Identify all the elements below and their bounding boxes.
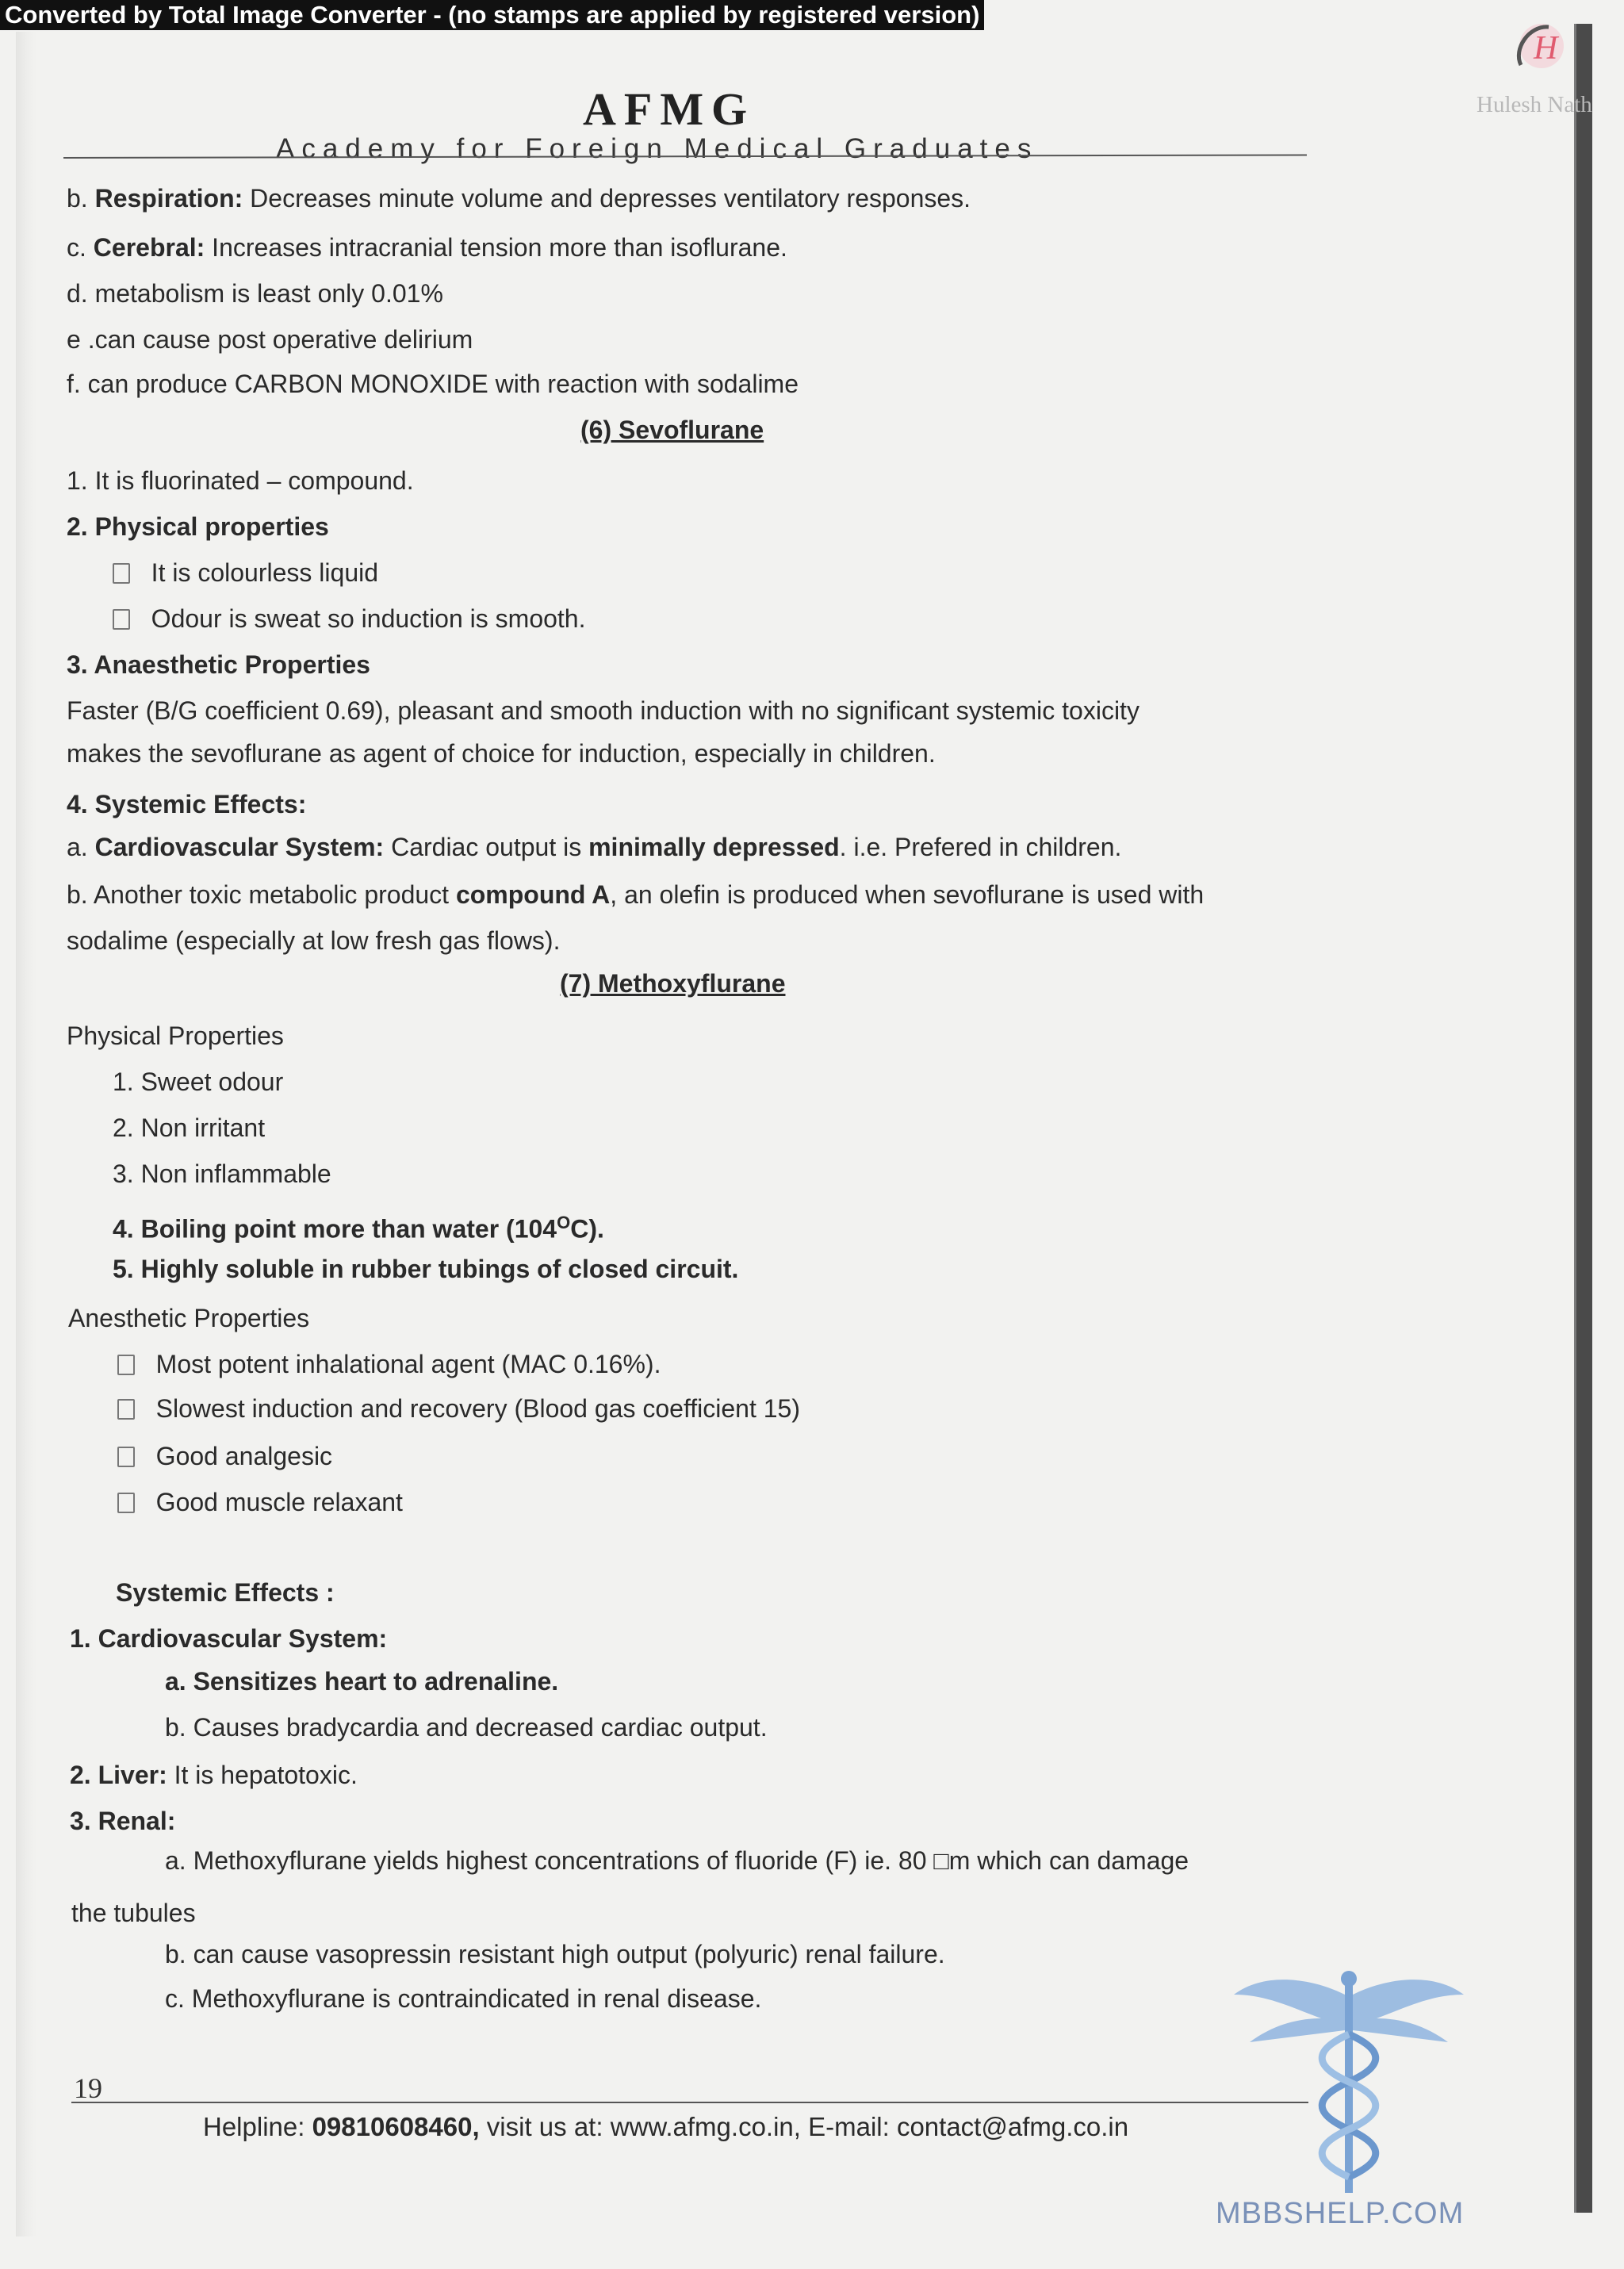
text-line: e .can cause post operative delirium [67,325,473,354]
text-line: d. metabolism is least only 0.01% [67,279,443,308]
text-line: c. Cerebral: Increases intracranial tension more than isoflurane. [67,233,787,262]
text-line: a. Cardiovascular System: Cardiac output is minimally depressed. i.e. Prefered in children. [67,833,1122,861]
bullet-item: Odour is sweat so induction is smooth. [113,603,585,634]
text-line: 3. Anaesthetic Properties [67,650,370,679]
list-item: 1. Sweet odour [113,1067,284,1096]
checkbox-bullet-icon [117,1399,135,1420]
text-line: 1. Cardiovascular System: [70,1624,388,1653]
text-line: Anesthetic Properties [68,1304,310,1332]
page-title: AFMG [583,83,756,135]
text-line: makes the sevoflurane as agent of choice for induction, especially in children. [67,739,936,768]
checkbox-bullet-icon [113,563,130,584]
converter-banner: Converted by Total Image Converter - (no stamps are applied by registered version) [0,0,984,30]
list-item: 5. Highly soluble in rubber tubings of closed circuit. [113,1255,739,1283]
text-line: c. Methoxyflurane is contraindicated in renal disease. [165,1984,762,2013]
checkbox-bullet-icon [117,1447,135,1467]
brand-name: Hulesh Nath [1477,92,1592,117]
scan-shadow-right [1574,24,1592,2213]
section-heading-methoxyflurane: (7) Methoxyflurane [560,969,786,998]
text-line: Faster (B/G coefficient 0.69), pleasant and smooth induction with no significant systemic toxicity [67,696,1139,725]
bullet-item: Slowest induction and recovery (Blood gas coefficient 15) [117,1393,800,1424]
text-line: Systemic Effects : [116,1578,335,1607]
text-line: 3. Renal: [70,1807,176,1835]
section-heading-sevoflurane: (6) Sevoflurane [580,416,764,444]
text-line: a. Methoxyflurane yields highest concentrations of fluoride (F) ie. 80 □m which can damage [165,1846,1189,1875]
bullet-item: Good muscle relaxant [117,1486,403,1518]
text-line: the tubules [71,1899,196,1927]
footer-contact: Helpline: 09810608460, visit us at: www.afmg.co.in, E-mail: contact@afmg.co.in [203,2112,1129,2141]
text-line: b. Respiration: Decreases minute volume and depresses ventilatory responses. [67,184,971,213]
checkbox-bullet-icon [117,1493,135,1513]
text-line: b. Causes bradycardia and decreased cardiac output. [165,1713,768,1742]
bullet-item: Most potent inhalational agent (MAC 0.16%). [117,1348,661,1380]
list-item: 4. Boiling point more than water $(104^OC)$. [113,1213,604,1244]
text-line: b. Another toxic metabolic product compound A, an olefin is produced when sevoflurane is used with [67,880,1205,909]
footer-divider [71,2102,1308,2103]
text-line: a. Sensitizes heart to adrenaline. [165,1667,559,1696]
svg-text:H: H [1534,30,1558,67]
text-line: sodalime (especially at low fresh gas flows). [67,926,561,955]
checkbox-bullet-icon [113,609,130,630]
bullet-item: Good analgesic [117,1440,332,1472]
text-line: 1. It is fluorinated – compound. [67,466,414,495]
scan-shadow-left [16,32,36,2236]
brand-logo-icon [1505,17,1568,81]
text-line: f. can produce CARBON MONOXIDE with reaction with sodalime [67,370,799,398]
text-line: b. can cause vasopressin resistant high output (polyuric) renal failure. [165,1940,945,1968]
list-item: 3. Non inflammable [113,1159,331,1188]
page-subtitle: Academy for Foreign Medical Graduates [276,133,1039,164]
text-line: 4. Systemic Effects: [67,790,307,818]
text-line: 2. Physical properties [67,512,329,541]
text-line: 2. Liver: It is hepatotoxic. [70,1761,358,1789]
list-item: 2. Non irritant [113,1113,266,1142]
caduceus-watermark-icon [1234,1963,1464,2201]
watermark-text: MBBSHELP.COM [1216,2197,1465,2230]
checkbox-bullet-icon [117,1355,135,1375]
page-number: 19 [74,2072,102,2104]
bullet-item: It is colourless liquid [113,557,378,588]
text-line: Physical Properties [67,1021,284,1050]
